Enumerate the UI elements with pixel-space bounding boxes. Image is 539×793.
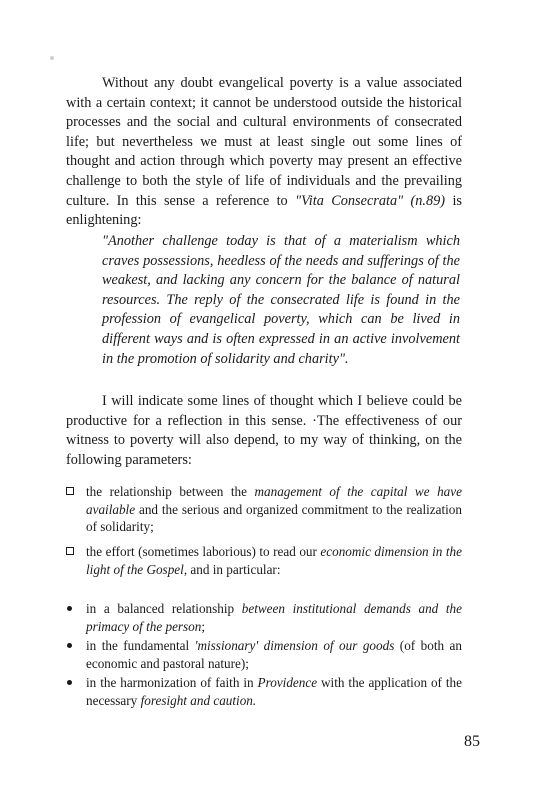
checkbox-icon <box>66 487 74 495</box>
bullet-icon <box>67 643 72 648</box>
intro-text: Without any doubt evangelical poverty is a value associated with a certain context; it cannot be understood outside the historical processes and the social and cultural environments of consecrated life; but nevertheless we must at least single out some lines of thought and action through which poverty may present an effective challenge to both the style of life of individuals and the prevailing culture. In this sense a reference to <box>66 75 462 209</box>
parameter-list-2 <box>66 543 462 578</box>
checkbox-icon <box>66 547 74 555</box>
intro-text-end: is enlightening: <box>66 192 462 229</box>
vita-consecrata-reference: "Vita Consecrata" (n.89) <box>295 192 446 209</box>
bullet-list <box>66 600 462 712</box>
list-item: in the fundamental 'missionary' dimension of our goods (of both an economic and pastoral nature); <box>66 637 462 672</box>
list-item: the relationship between the management of the capital we have available and the serious and organized commitment to the realization of solidarity; <box>66 483 462 536</box>
list-item: the effort (sometimes laborious) to read our economic dimension in the light of the Gospel, and in particular: <box>66 543 462 578</box>
bullet-icon <box>67 680 72 685</box>
parameter-list <box>66 483 462 536</box>
block-quote: "Another challenge today is that of a materialism which craves possessions, heedless of the needs and sufferings of the weakest, and lacking any concern for the balance of natural resources. The reply of the consecrated life is found in the profession of evangelical poverty, which can be lived in different ways and is often expressed in an active involvement in the promotion of solidarity and charity". <box>102 233 460 367</box>
list-item: in the harmonization of faith in Providence with the application of the necessary foresight and caution. <box>66 674 462 709</box>
intro-paragraph <box>66 74 462 231</box>
lines-of-thought-paragraph <box>66 392 462 470</box>
page-number: 85 <box>464 733 480 750</box>
bullet-icon <box>67 606 72 611</box>
list-item: in a balanced relationship between institutional demands and the primacy of the person; <box>66 600 462 635</box>
scan-smudge <box>50 56 54 60</box>
lines-of-thought-text: I will indicate some lines of thought which I believe could be productive for a reflection in this sense. ·The effectiveness of our witness to poverty will also depend, to my way of thinking, on the following parameters: <box>66 393 462 468</box>
